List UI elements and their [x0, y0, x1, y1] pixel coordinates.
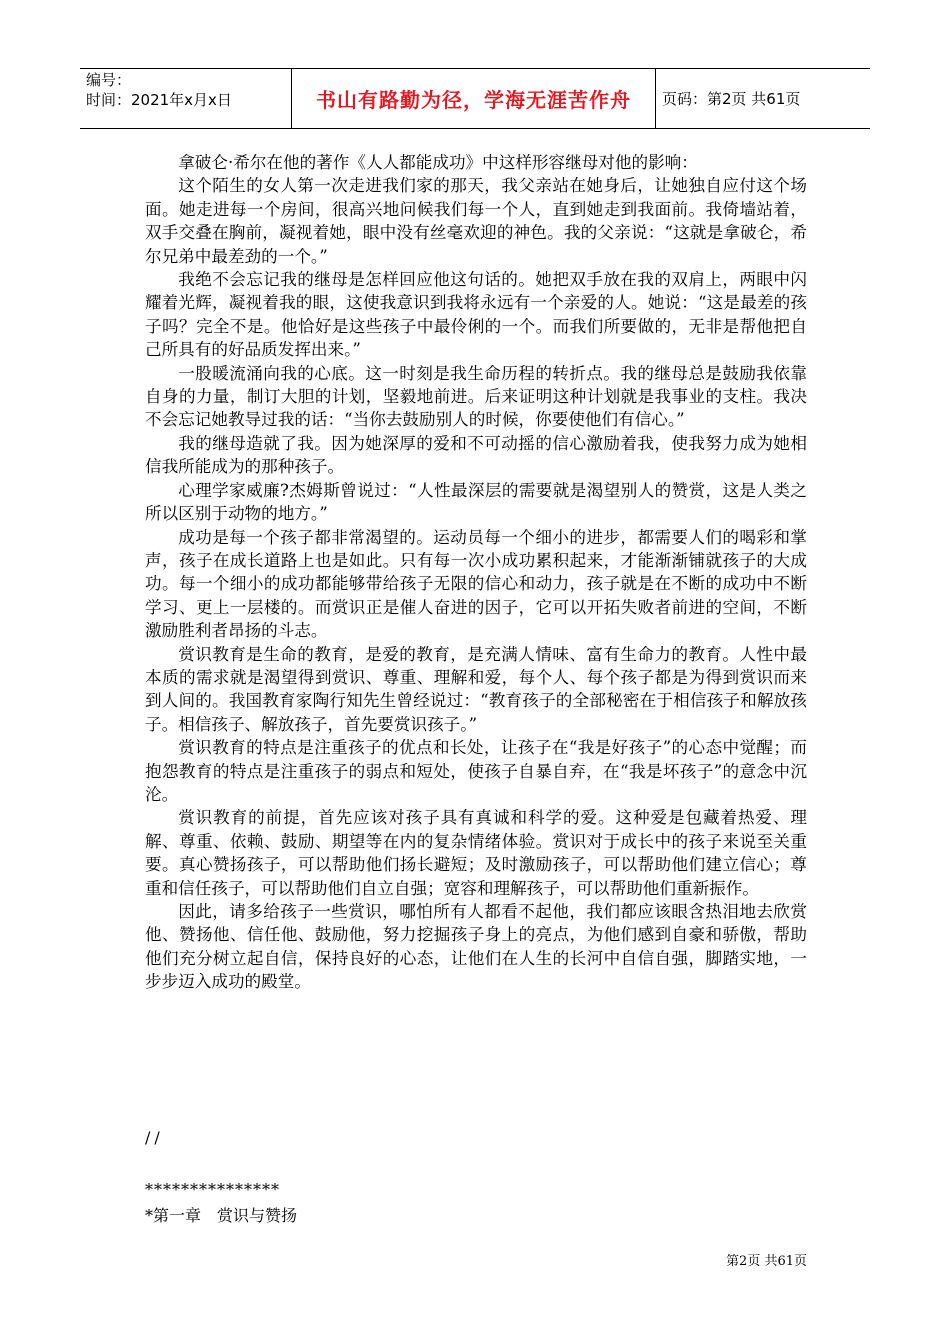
header-divider-right	[655, 68, 656, 128]
paragraph: 赏识教育的前提，首先应该对孩子具有真诚和科学的爱。这种爱是包藏着热爱、理解、尊重、依赖、鼓励、期望等在内的复杂情绪体验。赏识对于成长中的孩子来说至关重要。真心赞扬孩子，可以帮助他们扬长避短；及时激励孩子，可以帮助他们建立信心；尊重和信任孩子，可以帮助他们自立自强；宽容和理解孩子，可以帮助他们重新振作。	[145, 808, 807, 898]
slash-marker: //	[145, 1128, 164, 1147]
header-meta	[86, 70, 291, 110]
paragraph: 我绝不会忘记我的继母是怎样回应他这句话的。她把双手放在我的双肩上，两眼中闪耀着光辉，凝视着我的眼，这使我意识到我将永远有一个亲爱的人。她说：“这是最差的孩子吗？完全不是。他恰好是这些孩子中最伶俐的一个。而我们所要做的，无非是帮他把自己所具有的好品质发挥出来。”	[145, 270, 807, 360]
header-motto: 书山有路勤为径，学海无涯苦作舟	[316, 87, 631, 112]
header-bottom-rule	[80, 128, 870, 129]
date-label: 时间：2021年x月x日	[86, 91, 232, 109]
code-label: 编号：	[86, 71, 132, 89]
paragraph: 心理学家威廉?杰姆斯曾说过：“人性最深层的需要就是渴望别人的赞赏，这是人类之所以区别于动物的地方。”	[145, 480, 807, 524]
paragraph: 因此，请多给孩子一些赏识，哪怕所有人都看不起他，我们都应该眼含热泪地去欣赏他、赞扬他、信任他、鼓励他，努力挖掘孩子身上的亮点，为他们感到自豪和骄傲，帮助他们充分树立起自信，保持良好的心态，让他们在人生的长河中自信自强，脚踏实地，一步步迈入成功的殿堂。	[145, 902, 807, 992]
body-text	[145, 151, 807, 994]
header-page-number: 页码：第2页 共61页	[662, 89, 801, 108]
footer-page-number: 第2页 共61页	[726, 1254, 807, 1269]
paragraph: 赏识教育的特点是注重孩子的优点和长处，让孩子在“我是好孩子”的心态中觉醒；而抱怨教育的特点是注重孩子的弱点和短处，使孩子自暴自弃，在“我是坏孩子”的意念中沉沦。	[145, 738, 807, 804]
paragraph: 一股暖流涌向我的心底。这一时刻是我生命历程的转折点。我的继母总是鼓励我依靠自身的力量，制订大胆的计划，坚毅地前进。后来证明这种计划就是我事业的支柱。我决不会忘记她教导过我的话：“当你去鼓励别人的时候，你要使他们有信心。”	[145, 363, 807, 430]
chapter-heading: *第一章 赏识与赞扬	[145, 1206, 298, 1225]
paragraph: 这个陌生的女人第一次走进我们家的那天，我父亲站在她身后，让她独自应付这个场面。她走进每一个房间，很高兴地问候我们每一个人，直到她走到我面前。我倚墙站着，双手交叠在胸前，凝视着她，眼中没有丝毫欢迎的神色。我的父亲说：“这就是拿破仑，希尔兄弟中最差劲的一个。”	[145, 176, 807, 266]
paragraph: 拿破仑·希尔在他的著作《人人都能成功》中这样形容继母对他的影响：	[178, 153, 698, 172]
paragraph: 赏识教育是生命的教育，是爱的教育，是充满人情味、富有生命力的教育。人性中最本质的需求就是渴望得到赏识、尊重、理解和爱，每个人、每个孩子都是为得到赏识而来到人间的。我国教育家陶行知先生曾经说过：“教育孩子的全部秘密在于相信孩子和解放孩子。相信孩子、解放孩子，首先要赏识孩子。”	[145, 644, 807, 734]
paragraph: 成功是每一个孩子都非常渴望的。运动员每一个细小的进步，都需要人们的喝彩和掌声，孩子在成长道路上也是如此。只有每一次小成功累积起来，才能渐渐铺就孩子的大成功。每一个细小的成功都能够带给孩子无限的信心和动力，孩子就是在不断的成功中不断学习、更上一层楼的。而赏识正是催人奋进的因子，它可以开拓失败者前进的空间，不断激励胜利者昂扬的斗志。	[145, 527, 807, 641]
paragraph: 我的继母造就了我。因为她深厚的爱和不可动摇的信心激励着我，使我努力成为她相信我所能成为的那种孩子。	[145, 433, 807, 477]
star-divider: ***************	[145, 1180, 280, 1199]
